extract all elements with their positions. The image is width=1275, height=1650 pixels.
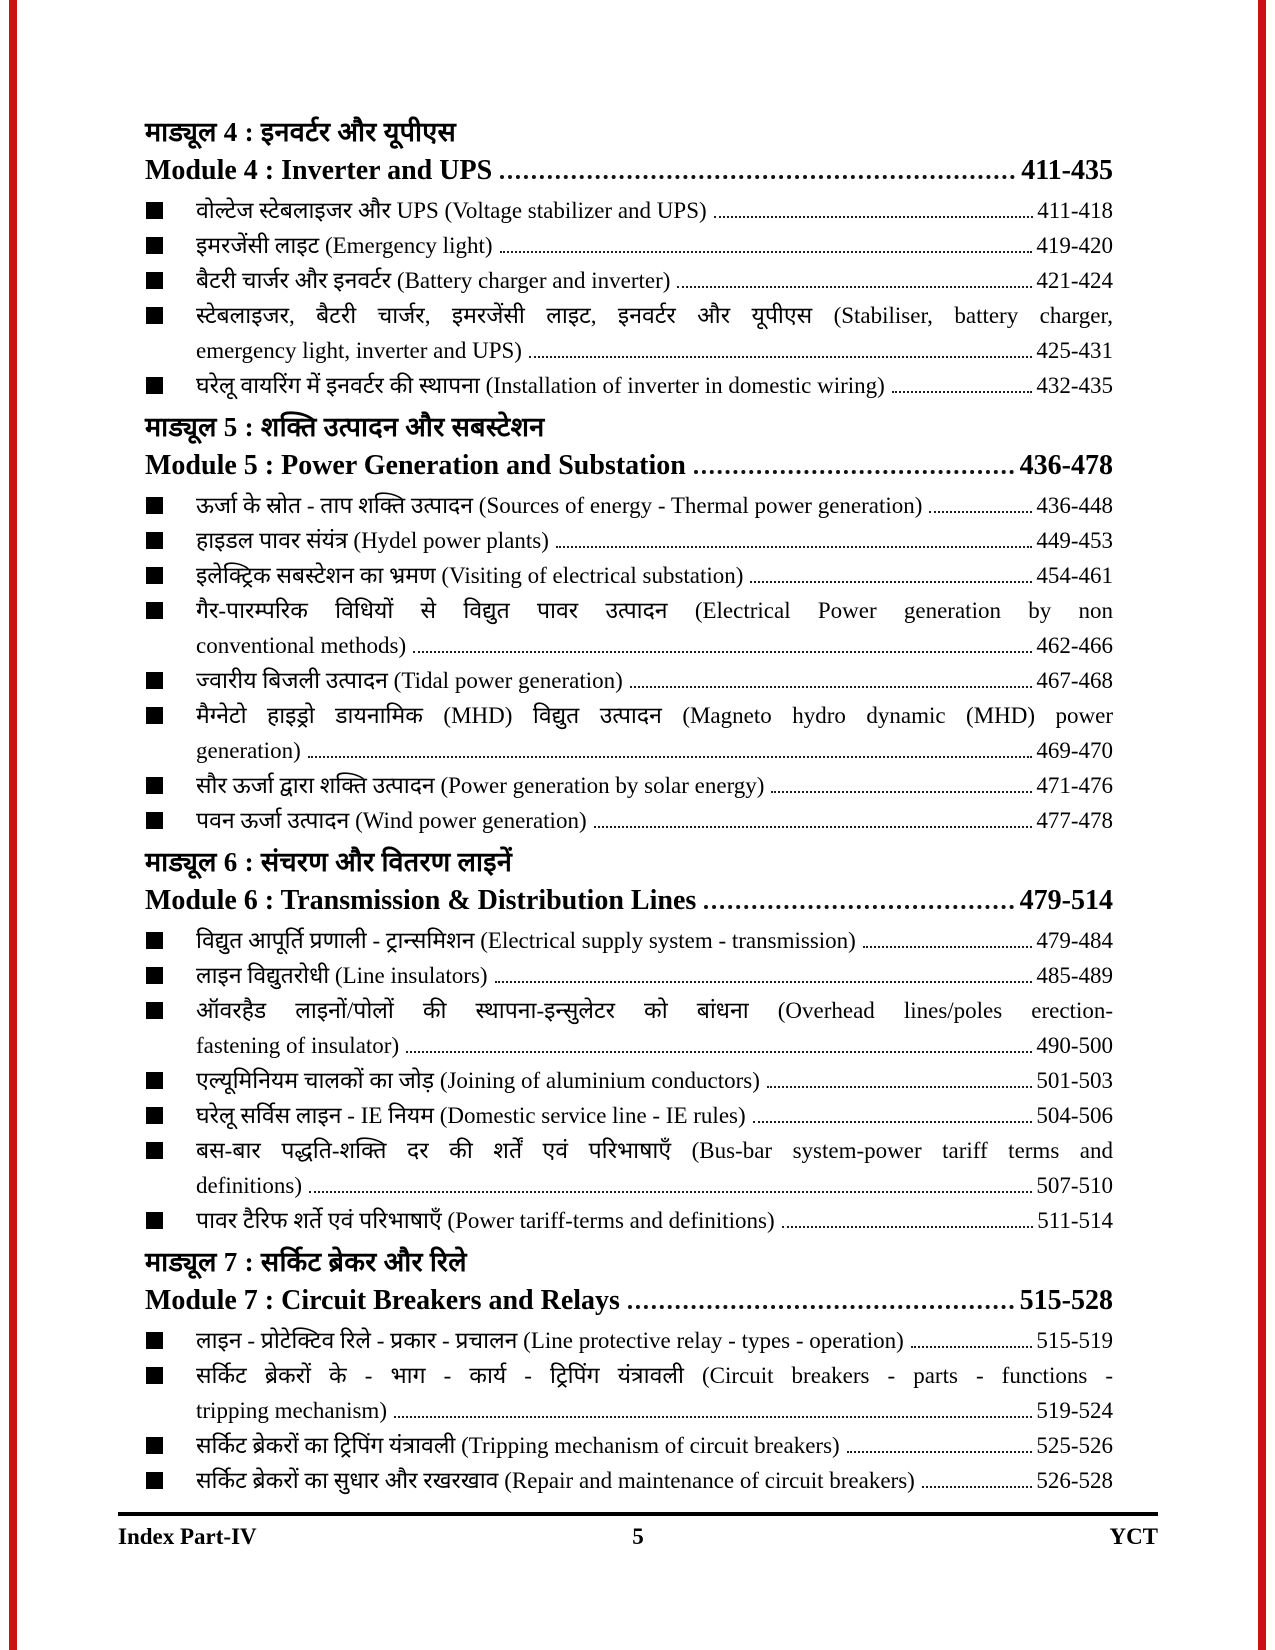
toc-entry-text: सर्किट ब्रेकरों का सुधार और रखरखाव (Repair and maintenance of circuit breakers) [196, 1468, 915, 1493]
toc-entry [145, 488, 1113, 523]
toc-entry-pages: 504-506 [1036, 1103, 1113, 1128]
toc-entry-pages: 515-519 [1036, 1328, 1113, 1353]
toc-entry-line [196, 333, 1113, 368]
module-heading-english [145, 1282, 1113, 1320]
module-heading-hindi: माड्यूल 4 : इनवर्टर और यूपीएस [145, 117, 457, 147]
square-bullet-icon [146, 1142, 163, 1159]
toc-entry-line: स्टेबलाइजर, बैटरी चार्जर, इमरजेंसी लाइट, इनवर्टर और यूपीएस (Stabiliser, battery charger, [196, 303, 1113, 328]
page-edge-red-bar-right [1258, 0, 1266, 1650]
dot-leader [500, 175, 1015, 179]
toc-entry-line [196, 1463, 1113, 1498]
dot-leader [594, 826, 1033, 828]
toc-entry-pages: 471-476 [1036, 773, 1113, 798]
toc-entry [145, 958, 1113, 993]
dot-leader [309, 1191, 1032, 1193]
module-heading-english [145, 882, 1113, 920]
toc-entry-line [196, 923, 1113, 958]
toc-entry-body [196, 1098, 1113, 1133]
toc-entry-body [196, 1323, 1113, 1358]
module-heading-title: Module 5 : Power Generation and Substation [145, 450, 686, 481]
toc-entry-line [196, 193, 1113, 228]
dot-leader [628, 1305, 1014, 1309]
square-bullet-icon [146, 1072, 163, 1089]
dot-leader [495, 981, 1033, 983]
toc-entry [145, 1098, 1113, 1133]
toc-entry-pages: 411-418 [1037, 198, 1113, 223]
toc-entry [145, 523, 1113, 558]
square-bullet-icon [146, 567, 163, 584]
toc-entry [145, 1323, 1113, 1358]
toc-entry-pages: 462-466 [1036, 633, 1113, 658]
toc-entry-text: सौर ऊर्जा द्वारा शक्ति उत्पादन (Power generation by solar energy) [196, 773, 765, 798]
dot-leader [750, 581, 1032, 583]
toc-entry [145, 263, 1113, 298]
toc-entry-text: लाइन - प्रोटेक्टिव रिले - प्रकार - प्रचालन (Line protective relay - types - operation) [196, 1328, 904, 1353]
square-bullet-icon [146, 202, 163, 219]
toc-entry-line [196, 628, 1113, 663]
dot-leader [677, 286, 1032, 288]
toc-entry-line: गैर-पारम्परिक विधियों से विद्युत पावर उत्पादन (Electrical Power generation by non [196, 598, 1113, 623]
toc-entry-body [196, 368, 1113, 403]
page-footer [118, 1512, 1158, 1551]
toc-entry-text: इलेक्ट्रिक सबस्टेशन का भ्रमण (Visiting of electrical substation) [196, 563, 744, 588]
toc-entry-line [196, 488, 1113, 523]
toc-entry-pages: 485-489 [1036, 963, 1113, 988]
toc-entry [145, 298, 1113, 368]
toc-entry-pages: 477-478 [1036, 808, 1113, 833]
dot-leader [406, 1051, 1032, 1053]
square-bullet-icon [146, 1367, 163, 1384]
toc-entry [145, 768, 1113, 803]
dot-leader [911, 1346, 1033, 1348]
module-page-range: 479-514 [1019, 885, 1113, 916]
toc-entry [145, 1063, 1113, 1098]
toc-entry-body [196, 488, 1113, 523]
dot-leader [394, 1416, 1032, 1418]
toc-entry-line [196, 733, 1113, 768]
dot-leader [771, 791, 1032, 793]
dot-leader [847, 1451, 1033, 1453]
dot-leader [714, 216, 1034, 218]
toc-entry-line [196, 1203, 1113, 1238]
toc-entry-line [196, 1063, 1113, 1098]
toc-entry-pages: 436-448 [1036, 493, 1113, 518]
toc-entry-pages: 525-526 [1036, 1433, 1113, 1458]
toc-entry-line: ऑवरहैड लाइनों/पोलों की स्थापना-इन्सुलेटर को बांधना (Overhead lines/poles erection- [196, 998, 1113, 1023]
toc-entry [145, 1463, 1113, 1498]
dot-leader [500, 251, 1033, 253]
footer-publisher: YCT [1109, 1524, 1159, 1549]
toc-entry-line [196, 228, 1113, 263]
toc-entry-pages: 519-524 [1036, 1398, 1113, 1423]
toc-entry-line [196, 958, 1113, 993]
square-bullet-icon [146, 967, 163, 984]
toc-entry [145, 1203, 1113, 1238]
square-bullet-icon [146, 672, 163, 689]
toc-entry-body [196, 523, 1113, 558]
toc-entry-text: emergency light, inverter and UPS) [196, 338, 522, 363]
toc-entry-text: ऊर्जा के स्रोत - ताप शक्ति उत्पादन (Sources of energy - Thermal power generation) [196, 493, 923, 518]
toc-entry [145, 698, 1113, 768]
toc-entry-text: हाइडल पावर संयंत्र (Hydel power plants) [196, 528, 549, 553]
toc-entry-body [196, 263, 1113, 298]
module-heading-title: Module 4 : Inverter and UPS [145, 155, 493, 186]
square-bullet-icon [146, 812, 163, 829]
toc-entry-line [196, 1428, 1113, 1463]
toc-entry-text: घरेलू सर्विस लाइन - IE नियम (Domestic service line - IE rules) [196, 1103, 746, 1128]
toc-entry-body [196, 803, 1113, 838]
toc-entry-text: generation) [196, 738, 301, 763]
toc-entry-line [196, 1028, 1113, 1063]
table-of-contents [145, 108, 1113, 1498]
module-heading-title: Module 7 : Circuit Breakers and Relays [145, 1285, 620, 1316]
toc-entry-line [196, 803, 1113, 838]
toc-entry-pages: 526-528 [1036, 1468, 1113, 1493]
toc-entry-pages: 479-484 [1036, 928, 1113, 953]
toc-entry-body [196, 593, 1113, 663]
toc-entry-line [196, 1168, 1113, 1203]
toc-entry-line: मैग्नेटो हाइड्रो डायनामिक (MHD) विद्युत उत्पादन (Magneto hydro dynamic (MHD) power [196, 703, 1113, 728]
toc-entry-body [196, 298, 1113, 368]
toc-entry-text: ज्वारीय बिजली उत्पादन (Tidal power generation) [196, 668, 623, 693]
toc-entry-text: fastening of insulator) [196, 1033, 400, 1058]
toc-entry-body [196, 958, 1113, 993]
toc-entry-text: विद्युत आपूर्ति प्रणाली - ट्रान्समिशन (Electrical supply system - transmission) [196, 928, 856, 953]
dot-leader [753, 1121, 1033, 1123]
toc-entry-body [196, 663, 1113, 698]
square-bullet-icon [146, 307, 163, 324]
toc-entry-pages: 454-461 [1036, 563, 1113, 588]
toc-entry-text: conventional methods) [196, 633, 407, 658]
toc-entry [145, 193, 1113, 228]
dot-leader [892, 391, 1032, 393]
toc-entry [145, 803, 1113, 838]
toc-entry [145, 1133, 1113, 1203]
toc-entry-line [196, 523, 1113, 558]
toc-entry-text: वोल्टेज स्टेबलाइजर और UPS (Voltage stabilizer and UPS) [196, 198, 707, 223]
module-heading-hindi: माड्यूल 6 : संचरण और वितरण लाइनें [145, 847, 513, 877]
dot-leader [308, 756, 1033, 758]
square-bullet-icon [146, 602, 163, 619]
toc-entry-pages: 507-510 [1036, 1173, 1113, 1198]
page-edge-red-bar-left [9, 0, 17, 1650]
toc-entry-body [196, 558, 1113, 593]
toc-entry-text: बैटरी चार्जर और इनवर्टर (Battery charger and inverter) [196, 268, 671, 293]
toc-entry-body [196, 1203, 1113, 1238]
module-heading-hindi: माड्यूल 5 : शक्ति उत्पादन और सबस्टेशन [145, 412, 545, 442]
toc-entry-pages: 432-435 [1036, 373, 1113, 398]
dot-leader [694, 470, 1014, 474]
toc-entry-pages: 490-500 [1036, 1033, 1113, 1058]
toc-entry-body [196, 1063, 1113, 1098]
toc-entry [145, 228, 1113, 263]
toc-entry-line [196, 663, 1113, 698]
toc-entry-body [196, 1358, 1113, 1428]
module-page-range: 436-478 [1019, 450, 1113, 481]
toc-entry-text: एल्यूमिनियम चालकों का जोड़ (Joining of aluminium conductors) [196, 1068, 760, 1093]
toc-entry-text: पावर टैरिफ शर्ते एवं परिभाषाएँ (Power tariff-terms and definitions) [196, 1208, 775, 1233]
square-bullet-icon [146, 237, 163, 254]
dot-leader [863, 946, 1033, 948]
toc-entry [145, 663, 1113, 698]
toc-entry-text: सर्किट ब्रेकरों का ट्रिपिंग यंत्रावली (Tripping mechanism of circuit breakers) [196, 1433, 840, 1458]
square-bullet-icon [146, 532, 163, 549]
footer-page-number: 5 [632, 1524, 644, 1549]
toc-entry-body [196, 228, 1113, 263]
toc-entry-body [196, 1463, 1113, 1498]
dot-leader [556, 546, 1032, 548]
square-bullet-icon [146, 497, 163, 514]
square-bullet-icon [146, 1002, 163, 1019]
toc-entry-pages: 449-453 [1036, 528, 1113, 553]
square-bullet-icon [146, 1472, 163, 1489]
dot-leader [929, 511, 1032, 513]
toc-entry-line [196, 1393, 1113, 1428]
toc-entry-pages: 419-420 [1036, 233, 1113, 258]
square-bullet-icon [146, 932, 163, 949]
toc-entry-text: घरेलू वायरिंग में इनवर्टर की स्थापना (Installation of inverter in domestic wiring) [196, 373, 885, 398]
module-heading-english [145, 152, 1113, 190]
dot-leader [767, 1086, 1032, 1088]
module-heading-hindi: माड्यूल 7 : सर्किट ब्रेकर और रिले [145, 1247, 467, 1277]
toc-entry-line [196, 1098, 1113, 1133]
dot-leader [922, 1486, 1033, 1488]
toc-entry-line: सर्किट ब्रेकरों के - भाग - कार्य - ट्रिपिंग यंत्रावली (Circuit breakers - parts - functions - [196, 1363, 1113, 1388]
dot-leader [630, 686, 1033, 688]
toc-entry-line [196, 558, 1113, 593]
toc-entry [145, 558, 1113, 593]
toc-entry-text: इमरजेंसी लाइट (Emergency light) [196, 233, 493, 258]
toc-entry-pages: 421-424 [1036, 268, 1113, 293]
toc-entry-body [196, 923, 1113, 958]
toc-entry-body [196, 1133, 1113, 1203]
toc-entry-line [196, 368, 1113, 403]
module-page-range: 411-435 [1021, 155, 1113, 186]
toc-entry-text: tripping mechanism) [196, 1398, 387, 1423]
module-heading-title: Module 6 : Transmission & Distribution Lines [145, 885, 697, 916]
module-page-range: 515-528 [1019, 1285, 1113, 1316]
footer-section-label: Index Part-IV [118, 1524, 257, 1549]
toc-entry-line [196, 768, 1113, 803]
square-bullet-icon [146, 1107, 163, 1124]
dot-leader [782, 1226, 1034, 1228]
toc-entry [145, 923, 1113, 958]
toc-entry [145, 993, 1113, 1063]
module-heading-english [145, 447, 1113, 485]
toc-entry [145, 1428, 1113, 1463]
toc-entry-body [196, 1428, 1113, 1463]
toc-entry-pages: 469-470 [1036, 738, 1113, 763]
toc-entry-text: लाइन विद्युतरोधी (Line insulators) [196, 963, 488, 988]
toc-entry-pages: 425-431 [1036, 338, 1113, 363]
square-bullet-icon [146, 1212, 163, 1229]
toc-entry-body [196, 768, 1113, 803]
toc-entry-pages: 501-503 [1036, 1068, 1113, 1093]
toc-entry-body [196, 993, 1113, 1063]
dot-leader [413, 651, 1032, 653]
toc-entry-line [196, 1323, 1113, 1358]
square-bullet-icon [146, 377, 163, 394]
toc-entry-line [196, 263, 1113, 298]
toc-entry-body [196, 698, 1113, 768]
toc-entry-pages: 511-514 [1037, 1208, 1113, 1233]
square-bullet-icon [146, 707, 163, 724]
toc-entry-text: definitions) [196, 1173, 303, 1198]
toc-entry-text: पवन ऊर्जा उत्पादन (Wind power generation) [196, 808, 587, 833]
dot-leader [529, 356, 1032, 358]
toc-entry [145, 1358, 1113, 1428]
toc-entry [145, 593, 1113, 663]
square-bullet-icon [146, 777, 163, 794]
square-bullet-icon [146, 1437, 163, 1454]
toc-entry [145, 368, 1113, 403]
toc-entry-pages: 467-468 [1036, 668, 1113, 693]
toc-entry-line: बस-बार पद्धति-शक्ति दर की शर्तें एवं परिभाषाएँ (Bus-bar system-power tariff terms and [196, 1138, 1113, 1163]
square-bullet-icon [146, 272, 163, 289]
square-bullet-icon [146, 1332, 163, 1349]
dot-leader [704, 905, 1013, 909]
toc-entry-body [196, 193, 1113, 228]
